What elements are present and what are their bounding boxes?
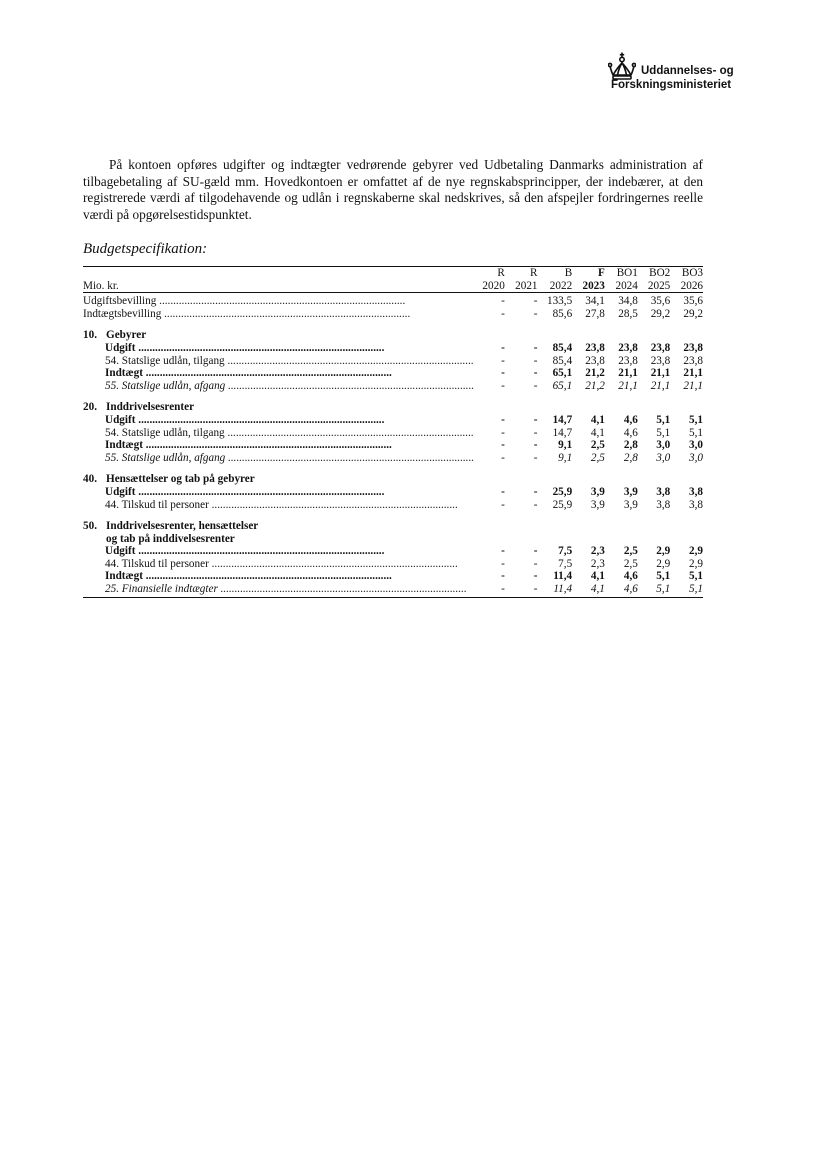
value-cell: 25,9 — [552, 498, 573, 511]
value-cell: - — [533, 341, 538, 354]
col-header-year: 2024 — [605, 280, 638, 293]
table-row — [83, 380, 703, 393]
value-cell: 27,8 — [585, 307, 605, 320]
value-cell: 2,8 — [623, 439, 638, 452]
value-cell: 28,5 — [618, 307, 638, 320]
logo-wordmark — [608, 64, 734, 92]
value-cell: - — [533, 557, 538, 570]
row-label — [83, 545, 474, 558]
row-label — [83, 499, 474, 512]
value-cell: 5,1 — [656, 426, 671, 439]
value-cell: 65,1 — [552, 367, 573, 380]
table-row — [83, 367, 703, 380]
col-header-year: 2025 — [638, 280, 670, 293]
value-cell: 5,1 — [689, 570, 703, 583]
value-cell: - — [533, 451, 538, 464]
value-cell: 21,2 — [585, 379, 605, 392]
value-cell: 23,8 — [650, 354, 671, 367]
row-label — [83, 308, 474, 321]
value-cell: - — [533, 498, 538, 511]
row-label-text: 54. Statslige udlån, tilgang ..... — [105, 427, 474, 439]
row-label-text: Udgift ..... — [105, 545, 384, 557]
value-cell: 21,1 — [683, 379, 703, 392]
value-cell: 3,8 — [689, 485, 703, 498]
row-label — [83, 570, 474, 583]
value-cell: 2,9 — [689, 557, 703, 570]
col-header-top: B — [538, 267, 573, 280]
value-cell: 2,9 — [656, 557, 671, 570]
value-cell: 133,5 — [546, 295, 573, 308]
row-label — [83, 414, 474, 427]
table-row — [83, 545, 703, 558]
value-cell: - — [533, 307, 538, 320]
value-cell: 34,8 — [618, 295, 638, 308]
section-number: 20. — [83, 401, 97, 414]
row-label — [83, 486, 474, 499]
header-row-years — [83, 280, 703, 293]
value-cell: - — [533, 295, 538, 308]
section-header-row — [83, 464, 703, 486]
row-label — [83, 427, 474, 440]
value-cell: 29,2 — [650, 307, 671, 320]
value-cell: 21,1 — [618, 379, 638, 392]
value-cell: - — [501, 413, 505, 426]
value-cell: 4,6 — [605, 583, 638, 597]
value-cell: - — [501, 570, 505, 583]
section-title-line2: og tab på inddivelsesrenter — [106, 532, 235, 545]
row-label-text: Indtægtsbevilling ..... — [83, 308, 410, 320]
value-cell: - — [501, 379, 505, 392]
value-cell: 4,6 — [623, 413, 638, 426]
value-cell: - — [501, 295, 505, 308]
value-cell: 23,8 — [585, 341, 605, 354]
row-label — [83, 452, 474, 465]
value-cell: 2,5 — [623, 545, 638, 558]
table-row — [83, 452, 703, 465]
value-cell: 5,1 — [656, 413, 671, 426]
row-label — [83, 583, 474, 597]
value-cell: 35,6 — [683, 295, 703, 308]
value-cell: - — [501, 426, 505, 439]
value-cell: - — [501, 341, 505, 354]
value-cell: 85,6 — [552, 307, 573, 320]
value-cell: - — [501, 354, 505, 367]
value-cell: - — [533, 485, 538, 498]
section-number: 40. — [83, 473, 97, 486]
value-cell: - — [501, 439, 505, 452]
ministry-logo — [608, 50, 768, 98]
value-cell: 23,8 — [683, 341, 703, 354]
row-label-text: Udgiftsbevilling ..... — [83, 295, 405, 307]
table-row — [83, 414, 703, 427]
col-header-top: BO3 — [670, 267, 703, 280]
table-row — [83, 570, 703, 583]
value-cell: 21,1 — [618, 367, 638, 380]
value-cell: 9,1 — [558, 451, 573, 464]
table-row — [83, 558, 703, 571]
value-cell: 4,6 — [623, 426, 638, 439]
unit-label: Mio. kr. — [83, 280, 474, 293]
value-cell: 4,1 — [572, 583, 605, 597]
value-cell: - — [533, 367, 538, 380]
value-cell: 2,5 — [590, 451, 605, 464]
row-label-text: 44. Tilskud til personer ..... — [105, 558, 458, 570]
value-cell: 25,9 — [552, 485, 573, 498]
row-label-text: 54. Statslige udlån, tilgang ..... — [105, 355, 474, 367]
col-header-year: 2022 — [538, 280, 573, 293]
row-label-text: Udgift ..... — [105, 414, 384, 426]
value-cell: 7,5 — [558, 545, 573, 558]
intro-paragraph: På kontoen opføres udgifter og indtægter vedrørende gebyrer ved Udbetaling Danmarks administration af tilbagebetaling af SU-gæld mm. Hovedkontoen er omfattet af de nye regnskabsprincipper, der indebærer, at den registrerede værdi af tilgodehavende og udlån i regnskaberne skal nedskrives, så den afspejler fordringernes reelle værdi på opgørelsestidspunktet. — [83, 157, 703, 222]
value-cell: 3,0 — [656, 451, 671, 464]
value-cell: - — [501, 367, 505, 380]
value-cell: 2,3 — [590, 545, 605, 558]
value-cell: 7,5 — [558, 557, 573, 570]
value-cell: - — [505, 583, 538, 597]
table-row — [83, 308, 703, 321]
table-row — [83, 499, 703, 512]
value-cell: - — [501, 485, 505, 498]
value-cell: 4,1 — [590, 413, 605, 426]
value-cell: 11,4 — [538, 583, 573, 597]
value-cell: - — [533, 439, 538, 452]
section-header-row — [83, 320, 703, 342]
col-header-top: F — [572, 267, 605, 280]
row-label-text: 25. Finansielle indtægter ..... — [105, 583, 467, 595]
value-cell: 4,1 — [590, 570, 605, 583]
row-label-text: Indtægt ..... — [105, 439, 392, 451]
value-cell: 85,4 — [552, 354, 573, 367]
row-label-text: Indtægt ..... — [105, 570, 392, 582]
value-cell: 4,1 — [590, 426, 605, 439]
row-label-text: Udgift ..... — [105, 342, 384, 354]
value-cell: 5,1 — [689, 413, 703, 426]
value-cell: 2,3 — [590, 557, 605, 570]
value-cell: 23,8 — [650, 341, 671, 354]
value-cell: 9,1 — [558, 439, 573, 452]
value-cell: - — [533, 570, 538, 583]
table-row — [83, 355, 703, 368]
row-label-text: Udgift ..... — [105, 486, 384, 498]
value-cell: 5,1 — [656, 570, 671, 583]
row-label — [83, 293, 474, 308]
logo-line-1: Uddannelses- og — [641, 65, 734, 77]
col-header-top: R — [474, 267, 505, 280]
value-cell: 2,9 — [656, 545, 671, 558]
value-cell: 3,8 — [656, 485, 671, 498]
value-cell: 23,8 — [618, 341, 638, 354]
table-row — [83, 583, 703, 597]
col-header-top: R — [505, 267, 538, 280]
value-cell: 34,1 — [585, 295, 605, 308]
value-cell: 4,6 — [623, 570, 638, 583]
value-cell: 3,9 — [590, 498, 605, 511]
row-label — [83, 342, 474, 355]
table-row — [83, 486, 703, 499]
row-label — [83, 558, 474, 571]
row-label-text: 55. Statslige udlån, afgang ..... — [105, 380, 474, 392]
row-label — [83, 355, 474, 368]
col-header-year: 2020 — [474, 280, 505, 293]
value-cell: 2,5 — [590, 439, 605, 452]
budget-table — [83, 266, 703, 598]
col-header-top: BO1 — [605, 267, 638, 280]
value-cell: 3,9 — [623, 498, 638, 511]
value-cell: 3,8 — [689, 498, 703, 511]
section-header-row — [83, 511, 703, 533]
row-label-text: 44. Tilskud til personer ..... — [105, 499, 458, 511]
value-cell: 2,8 — [623, 451, 638, 464]
section-header-row-cont — [83, 533, 703, 546]
section-title: Inddrivelsesrenter — [106, 401, 195, 414]
value-cell: 5,1 — [689, 426, 703, 439]
value-cell: - — [533, 545, 538, 558]
value-cell: 14,7 — [552, 413, 573, 426]
value-cell: - — [501, 307, 505, 320]
value-cell: 3,8 — [656, 498, 671, 511]
row-label — [83, 439, 474, 452]
value-cell: - — [501, 498, 505, 511]
logo-line-2: Forskningsministeriet — [611, 79, 732, 91]
value-cell: - — [501, 545, 505, 558]
value-cell: 85,4 — [552, 341, 573, 354]
value-cell: - — [533, 379, 538, 392]
section-header-row — [83, 392, 703, 414]
value-cell: 14,7 — [552, 426, 573, 439]
value-cell: 5,1 — [638, 583, 670, 597]
value-cell: 21,1 — [683, 367, 703, 380]
section-title: Hensættelser og tab på gebyrer — [106, 473, 255, 486]
value-cell: - — [533, 426, 538, 439]
section-number: 10. — [83, 329, 97, 342]
value-cell: 23,8 — [585, 354, 605, 367]
col-header-year: 2023 — [572, 280, 605, 293]
value-cell: 3,0 — [689, 451, 703, 464]
section-title: Gebyrer — [106, 329, 147, 342]
header-row-top — [83, 267, 703, 280]
value-cell: 23,8 — [618, 354, 638, 367]
row-label-text: Indtægt ..... — [105, 367, 392, 379]
budget-specification-heading: Budgetspecifikation: — [83, 241, 208, 257]
table-row — [83, 342, 703, 355]
value-cell: - — [501, 451, 505, 464]
value-cell: 21,1 — [650, 367, 671, 380]
section-title: Inddrivelsesrenter, hensættelser — [106, 520, 259, 533]
value-cell: - — [533, 354, 538, 367]
value-cell: 5,1 — [670, 583, 703, 597]
table-row — [83, 427, 703, 440]
section-number: 50. — [83, 520, 97, 533]
table-row — [83, 439, 703, 452]
value-cell: 65,1 — [552, 379, 573, 392]
row-label-text: 55. Statslige udlån, afgang ..... — [105, 452, 474, 464]
value-cell: 3,0 — [689, 439, 703, 452]
value-cell: 21,2 — [585, 367, 605, 380]
value-cell: 29,2 — [683, 307, 703, 320]
row-label — [83, 367, 474, 380]
value-cell: 2,5 — [623, 557, 638, 570]
col-header-year: 2021 — [505, 280, 538, 293]
table-row — [83, 293, 703, 308]
value-cell: 11,4 — [553, 570, 573, 583]
value-cell: 2,9 — [689, 545, 703, 558]
value-cell: - — [533, 413, 538, 426]
col-header-top: BO2 — [638, 267, 670, 280]
col-header-year: 2026 — [670, 280, 703, 293]
value-cell: 23,8 — [683, 354, 703, 367]
value-cell: 3,9 — [590, 485, 605, 498]
value-cell: 3,0 — [656, 439, 671, 452]
row-label — [83, 380, 474, 393]
value-cell: 21,1 — [650, 379, 671, 392]
value-cell: - — [501, 557, 505, 570]
value-cell: 3,9 — [623, 485, 638, 498]
value-cell: - — [474, 583, 505, 597]
value-cell: 35,6 — [650, 295, 671, 308]
